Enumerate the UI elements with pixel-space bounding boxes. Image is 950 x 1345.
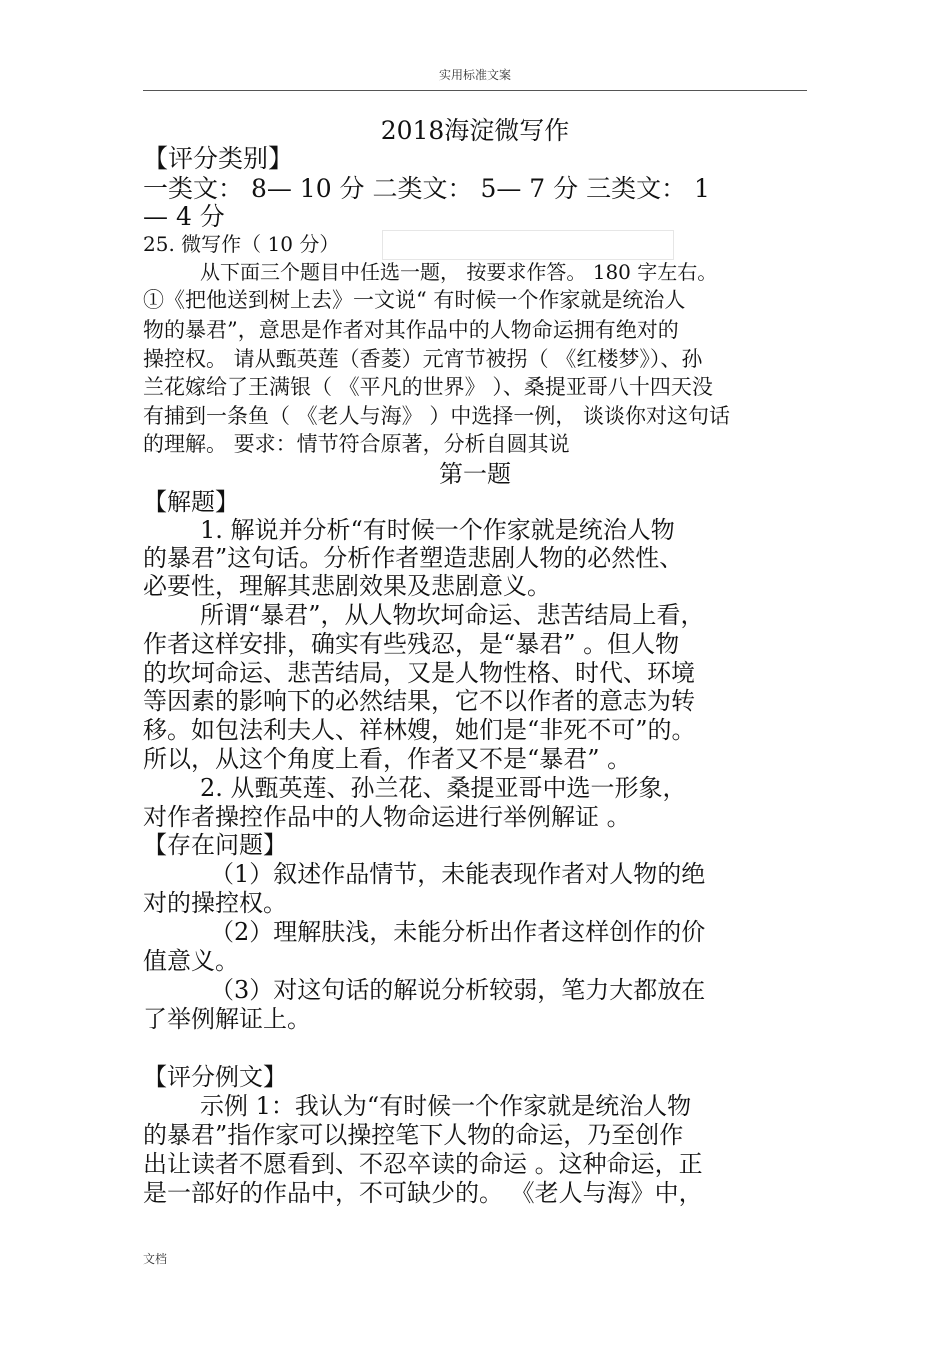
question-line: 操控权。 请从甄英莲（香菱）元宵节被拐（ 《红楼梦》）、孙 [143, 347, 703, 371]
analysis-line: 对作者操控作品中的人物命运进行举例解证 。 [143, 803, 631, 831]
analysis-line: 的坎坷命运、悲苦结局，又是人物性格、时代、环境 [143, 659, 695, 687]
problems-line: （2）理解肤浅，未能分析出作者这样创作的价 [210, 918, 706, 946]
analysis-line: 的暴君”这句话。分析作者塑造悲剧人物的必然性、 [143, 544, 684, 572]
examples-line: 出让读者不愿看到、不忍卒读的命运 。这种命运，正 [143, 1150, 703, 1178]
analysis-line: 1. 解说并分析“有时候一个作家就是统治人物 [200, 516, 675, 544]
question-line: 有捕到一条鱼（ 《老人与海》 ）中选择一例， 谈谈你对这句话 [143, 404, 731, 428]
examples-line: 示例 1：我认为“有时候一个作家就是统治人物 [200, 1092, 692, 1120]
question-line: ①《把他送到树上去》一文说“ 有时候一个作家就是统治人 [143, 288, 686, 312]
analysis-line: 等因素的影响下的必然结果，它不以作者的意志为转 [143, 687, 695, 715]
question-line: 物的暴君”，意思是作者对其作品中的人物命运拥有绝对的 [143, 318, 679, 342]
section-title: 第一题 [439, 460, 511, 488]
faint-text-box [382, 230, 674, 260]
analysis-heading: 【解题】 [143, 488, 239, 516]
examples-line: 是一部好的作品中，不可缺少的。 《老人与海》中， [143, 1179, 703, 1207]
problems-line: （1）叙述作品情节，未能表现作者对人物的绝 [210, 860, 706, 888]
question-instruction: 从下面三个题目中任选一题， 按要求作答。 180 字左右。 [200, 260, 718, 284]
analysis-line: 2. 从甄英莲、孙兰花、桑提亚哥中选一形象， [200, 774, 687, 802]
analysis-line: 所以，从这个角度上看，作者又不是“暴君” 。 [143, 745, 632, 773]
analysis-line: 移。如包法利夫人、祥林嫂，她们是“非死不可”的。 [143, 716, 696, 744]
document-title: 2018海淀微写作 [380, 116, 570, 145]
problems-heading: 【存在问题】 [143, 831, 287, 859]
examples-heading: 【评分例文】 [143, 1063, 287, 1091]
problems-line: 了举例解证上。 [143, 1005, 311, 1033]
examples-line: 的暴君”指作家可以操控笔下人物的命运，乃至创作 [143, 1121, 684, 1149]
header-rule [143, 90, 807, 91]
problems-line: （3）对这句话的解说分析较弱，笔力大都放在 [210, 976, 706, 1004]
problems-line: 对的操控权。 [143, 889, 287, 917]
analysis-line: 所谓“暴君”，从人物坎坷命运、悲苦结局上看， [200, 601, 705, 629]
analysis-line: 作者这样安排，确实有些残忍，是“暴君” 。但人物 [143, 630, 680, 658]
page-header: 实用标准文案 [438, 68, 511, 82]
grading-line-1: 一类文： 8— 10 分 二类文： 5— 7 分 三类文： 1 [143, 174, 710, 203]
question-line: 兰花嫁给了王满银（ 《平凡的世界》 ）、桑提亚哥八十四天没 [143, 375, 713, 399]
page-footer: 文档 [143, 1252, 168, 1266]
question-label: 25. 微写作（ 10 分） [143, 232, 340, 256]
analysis-line: 必要性，理解其悲剧效果及悲剧意义。 [143, 572, 551, 600]
problems-line: 值意义。 [143, 947, 239, 975]
question-line: 的理解。 要求：情节符合原著，分析自圆其说 [143, 432, 570, 456]
grading-heading: 【评分类别】 [143, 144, 294, 173]
grading-line-2: — 4 分 [143, 202, 225, 231]
